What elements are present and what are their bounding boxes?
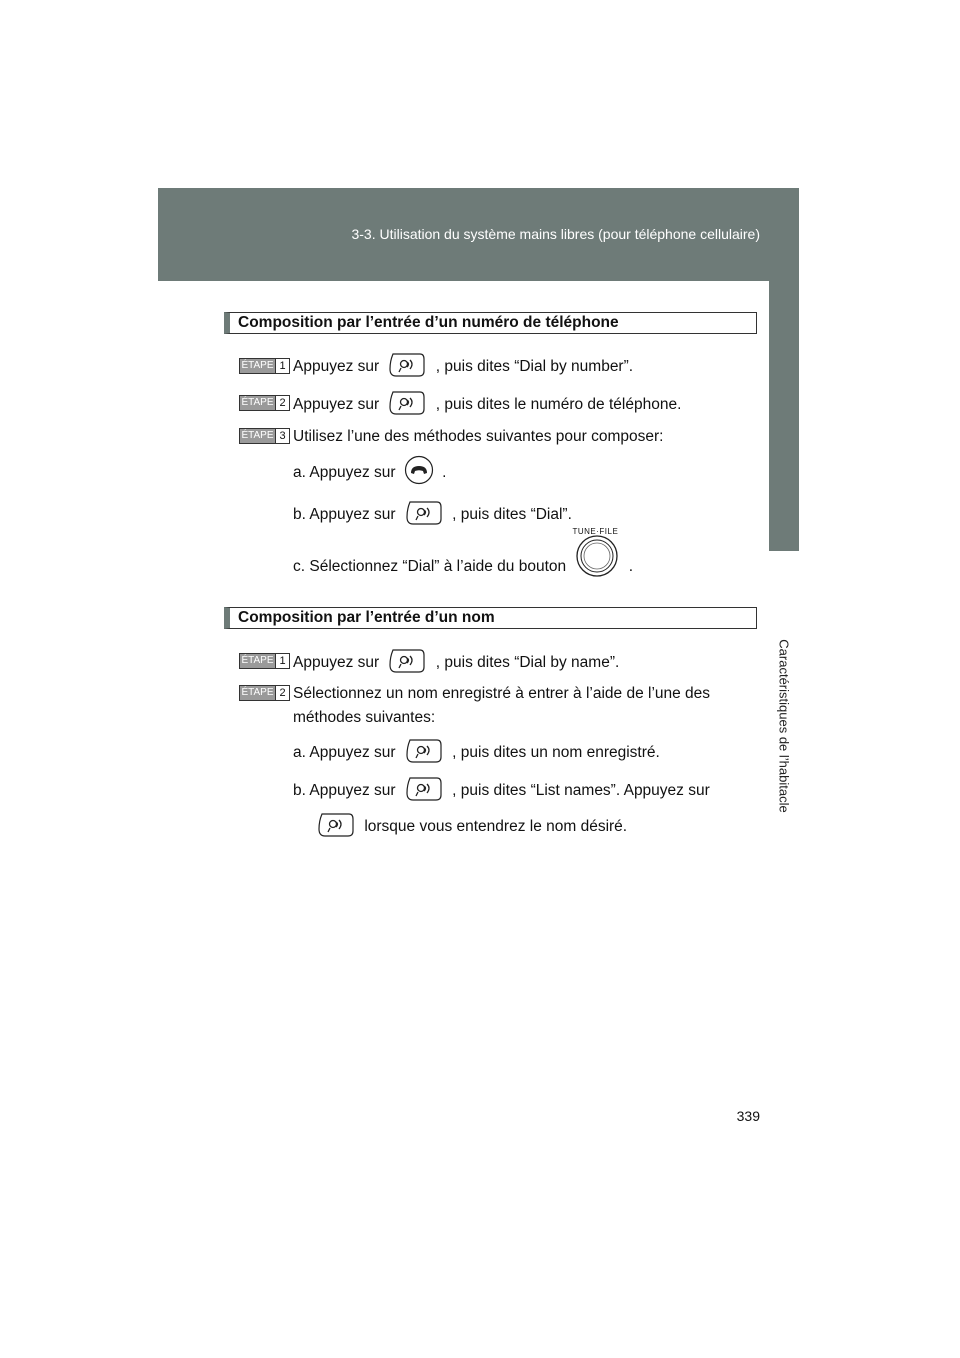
step-badge xyxy=(239,685,290,701)
step-text xyxy=(293,393,681,417)
option-c xyxy=(293,527,634,579)
chapter-tab xyxy=(769,281,799,551)
option-text-pre: c. Sélectionnez “Dial” à l’aide du bouton xyxy=(293,558,567,576)
section-heading-name-entry: Composition par l’entrée d’un nom xyxy=(224,607,757,629)
tune-file-knob-icon xyxy=(576,535,618,577)
talk-switch-icon xyxy=(387,351,427,379)
chapter-label: Caractéristiques de l’habitacle xyxy=(776,639,792,813)
option-text-pre: b. Appuyez sur xyxy=(293,506,396,524)
step-text-post: , puis dites le numéro de téléphone. xyxy=(435,396,682,414)
talk-switch-icon xyxy=(316,811,356,839)
step-text xyxy=(293,651,619,675)
option-text-cont: lorsque vous entendrez le nom désiré. xyxy=(364,818,628,836)
option-b xyxy=(293,779,710,803)
step-badge-word: ÉTAPE xyxy=(241,687,274,698)
step-badge-number: 1 xyxy=(275,359,289,373)
step-text-post: , puis dites “Dial by number”. xyxy=(435,358,634,376)
step-text-continuation: méthodes suivantes: xyxy=(293,709,436,726)
option-text-post: , puis dites un nom enregistré. xyxy=(452,744,660,762)
section-heading-number-entry: Composition par l’entrée d’un numéro de téléphone xyxy=(224,312,757,334)
step-badge-number: 2 xyxy=(275,686,289,700)
option-a xyxy=(293,741,660,765)
talk-switch-icon xyxy=(404,499,444,527)
step-badge xyxy=(239,395,290,411)
step-text-pre: Appuyez sur xyxy=(293,396,380,414)
option-text-post: , puis dites “List names”. Appuyez sur xyxy=(452,782,710,800)
option-text-pre: b. Appuyez sur xyxy=(293,782,396,800)
talk-switch-icon xyxy=(387,647,427,675)
option-text-post: . xyxy=(442,464,447,482)
option-text-post: . xyxy=(628,558,634,576)
step-badge xyxy=(239,358,290,374)
talk-switch-icon xyxy=(404,737,444,765)
section-header-title: 3-3. Utilisation du système mains libres (pour téléphone cellulaire) xyxy=(351,226,760,242)
step-text-pre: Appuyez sur xyxy=(293,358,380,376)
step-badge xyxy=(239,428,290,444)
option-b xyxy=(293,503,572,527)
step-badge-word: ÉTAPE xyxy=(241,430,274,441)
page-number: 339 xyxy=(736,1108,760,1124)
option-text-pre: a. Appuyez sur xyxy=(293,464,396,482)
option-b-continuation xyxy=(312,815,627,839)
step-text: Sélectionnez un nom enregistré à entrer à l’aide de l’une des xyxy=(293,685,711,702)
option-a xyxy=(293,461,446,485)
step-text-post: , puis dites “Dial by name”. xyxy=(435,654,620,672)
option-text-post: , puis dites “Dial”. xyxy=(452,506,572,524)
option-text-pre: a. Appuyez sur xyxy=(293,744,396,762)
step-badge-word: ÉTAPE xyxy=(241,397,274,408)
step-badge xyxy=(239,653,290,669)
step-badge-word: ÉTAPE xyxy=(241,655,274,666)
step-badge-number: 2 xyxy=(275,396,289,410)
step-badge-number: 1 xyxy=(275,654,289,668)
step-text: Utilisez l’une des méthodes suivantes pour composer: xyxy=(293,428,664,445)
step-text xyxy=(293,355,633,379)
tune-file-knob xyxy=(572,527,620,579)
phone-off-hook-icon xyxy=(404,455,434,485)
chapter-number: 3 xyxy=(780,574,788,589)
knob-label: TUNE·FILE xyxy=(572,527,619,536)
talk-switch-icon xyxy=(404,775,444,803)
talk-switch-icon xyxy=(387,389,427,417)
step-text-pre: Appuyez sur xyxy=(293,654,380,672)
step-badge-word: ÉTAPE xyxy=(241,360,274,371)
step-badge-number: 3 xyxy=(275,429,289,443)
